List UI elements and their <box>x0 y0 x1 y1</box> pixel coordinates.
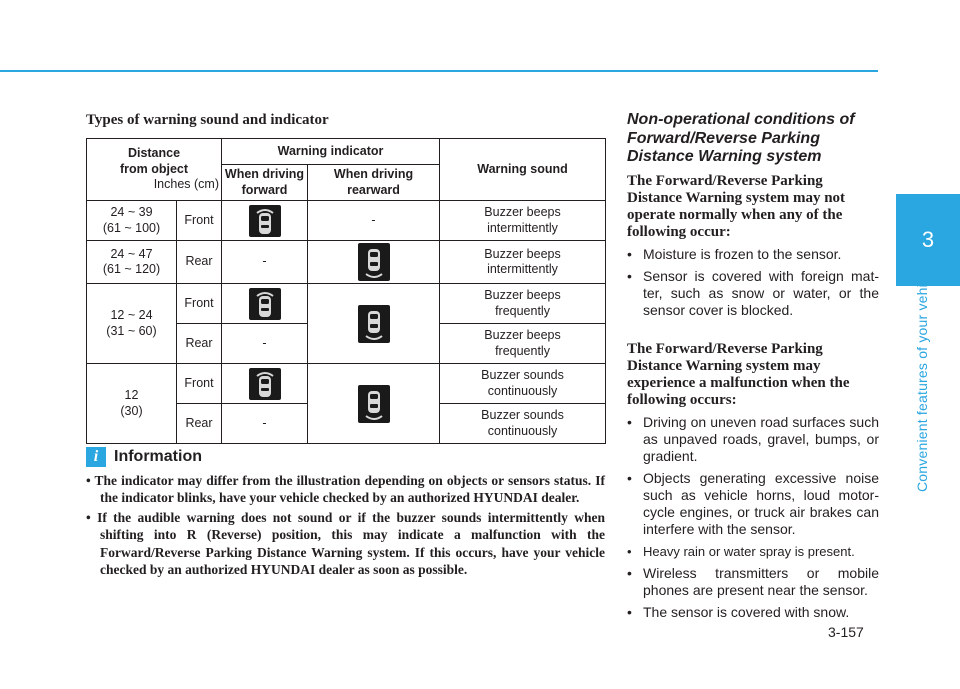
sound-text-line2: frequently <box>495 343 550 358</box>
sound-text-line1: Buzzer beeps <box>484 205 561 220</box>
header-distance-units: Inches (cm) <box>153 177 219 192</box>
list-item: • Sensor is covered with foreign mat-ter, such as snow or water, or the sensor cover is blocked. <box>627 268 879 319</box>
header-distance <box>87 139 222 201</box>
distance-cell <box>87 241 177 284</box>
rearward-indicator-cell: - <box>308 201 440 241</box>
sound-text-line2: intermittently <box>487 220 558 235</box>
car-rear-warning-icon <box>358 305 390 343</box>
distance-value: 12 ~ 24 <box>110 308 153 323</box>
subheading-may-not-operate: The Forward/Reverse Parking Distance Warning system may not operate normally when any of the following occur: <box>627 172 846 240</box>
table-row <box>87 241 606 284</box>
direction-cell: Rear <box>177 241 222 284</box>
chapter-number-tab: 3 <box>896 194 960 286</box>
distance-value-cm: (31 ~ 60) <box>106 323 157 338</box>
list-item: • Heavy rain or water spray is present. <box>627 543 879 560</box>
section-title: Types of warning sound and indicator <box>86 112 329 128</box>
list-item: • The sensor is covered with snow. <box>627 604 879 621</box>
header-rearward-line2: rearward <box>347 182 400 197</box>
sound-text-line2: continuously <box>487 383 558 398</box>
distance-value: 24 ~ 47 <box>110 246 153 261</box>
header-warning-sound: Warning sound <box>440 139 606 201</box>
header-forward <box>222 165 308 201</box>
conditions-list-2 <box>627 414 879 621</box>
page-number: 3-157 <box>828 624 864 640</box>
top-rule <box>0 70 878 72</box>
car-front-warning-icon <box>249 368 281 400</box>
car-rear-warning-icon <box>358 243 390 281</box>
forward-indicator-cell <box>222 201 308 241</box>
sound-cell <box>440 241 606 284</box>
list-item: • The indicator may differ from the illustration depending on objects or sensors status. If the indicator blinks, have your vehicle checked by an authorized HYUNDAI dealer. <box>86 472 605 507</box>
warning-table <box>86 138 606 444</box>
chapter-title: Convenient features of your vehicle <box>914 265 930 492</box>
non-operational-heading: Non-operational conditions of Forward/Reverse Parking Distance Warning system <box>627 111 855 165</box>
sound-text-line1: Buzzer sounds <box>481 368 564 383</box>
direction-cell: Rear <box>177 324 222 364</box>
distance-value-cm: (61 ~ 120) <box>102 262 161 277</box>
forward-indicator-cell <box>222 364 308 404</box>
sound-text-line2: continuously <box>487 423 558 438</box>
header-warning-indicator: Warning indicator <box>222 139 440 165</box>
sound-cell <box>440 404 606 444</box>
sound-text-line1: Buzzer beeps <box>484 328 561 343</box>
sound-text-line1: Buzzer beeps <box>484 288 561 303</box>
car-front-warning-icon <box>249 288 281 320</box>
distance-value: 24 ~ 39 <box>110 205 153 220</box>
header-distance-line1: Distance <box>127 146 181 161</box>
header-distance-line2: from object <box>119 161 189 176</box>
sound-cell <box>440 201 606 241</box>
forward-indicator-cell: - <box>222 404 308 444</box>
sound-text-line1: Buzzer sounds <box>481 408 564 423</box>
header-forward-line1: When driving <box>224 167 305 181</box>
rearward-indicator-cell <box>308 364 440 444</box>
distance-value-cm: (30) <box>120 403 143 418</box>
header-rearward <box>308 165 440 201</box>
table-row <box>87 364 606 404</box>
table-row <box>87 201 606 241</box>
table-row <box>87 284 606 324</box>
header-rearward-line1: When driving <box>333 167 414 181</box>
car-front-warning-icon <box>249 205 281 237</box>
list-item: • If the audible warning does not sound or if the buzzer sounds intermittently when shifting into R (Reverse) position, this may indicate a malfunction with the Forward/Reverse Parking Distance Warning system. If this occurs, have your vehicle checked by an authorized HYUNDAI dealer as soon as possible. <box>86 509 605 579</box>
car-rear-warning-icon <box>358 385 390 423</box>
forward-indicator-cell: - <box>222 241 308 284</box>
sound-cell <box>440 284 606 324</box>
information-header <box>86 446 202 468</box>
list-item: • Driving on uneven road surfaces such as unpaved roads, gravel, bumps, or gradient. <box>627 414 879 465</box>
information-label: Information <box>114 448 202 465</box>
direction-cell: Front <box>177 201 222 241</box>
direction-cell: Front <box>177 364 222 404</box>
info-icon: i <box>86 447 106 467</box>
sound-cell <box>440 364 606 404</box>
distance-cell <box>87 364 177 444</box>
conditions-list-1 <box>627 246 879 319</box>
sound-text-line2: frequently <box>495 303 550 318</box>
forward-indicator-cell <box>222 284 308 324</box>
distance-cell <box>87 201 177 241</box>
subheading-malfunction: The Forward/Reverse Parking Distance Warning system may experience a malfunction when the following occurs: <box>627 340 850 408</box>
list-item: • Objects generating excessive noise such as vehicle horns, loud motor-cycle engines, or truck air brakes can interfere with the sensor. <box>627 470 879 538</box>
rearward-indicator-cell <box>308 241 440 284</box>
information-list <box>86 472 605 580</box>
distance-cell <box>87 284 177 364</box>
sound-text-line2: intermittently <box>487 262 558 277</box>
direction-cell: Front <box>177 284 222 324</box>
right-column <box>627 111 879 621</box>
list-item: • Wireless transmitters or mobile phones are present near the sensor. <box>627 565 879 599</box>
distance-value: 12 <box>124 388 139 403</box>
rearward-indicator-cell <box>308 284 440 364</box>
forward-indicator-cell: - <box>222 324 308 364</box>
header-forward-line2: forward <box>241 182 288 197</box>
sound-text-line1: Buzzer beeps <box>484 246 561 261</box>
direction-cell: Rear <box>177 404 222 444</box>
list-item: • Moisture is frozen to the sensor. <box>627 246 879 263</box>
distance-value-cm: (61 ~ 100) <box>102 220 161 235</box>
sound-cell <box>440 324 606 364</box>
